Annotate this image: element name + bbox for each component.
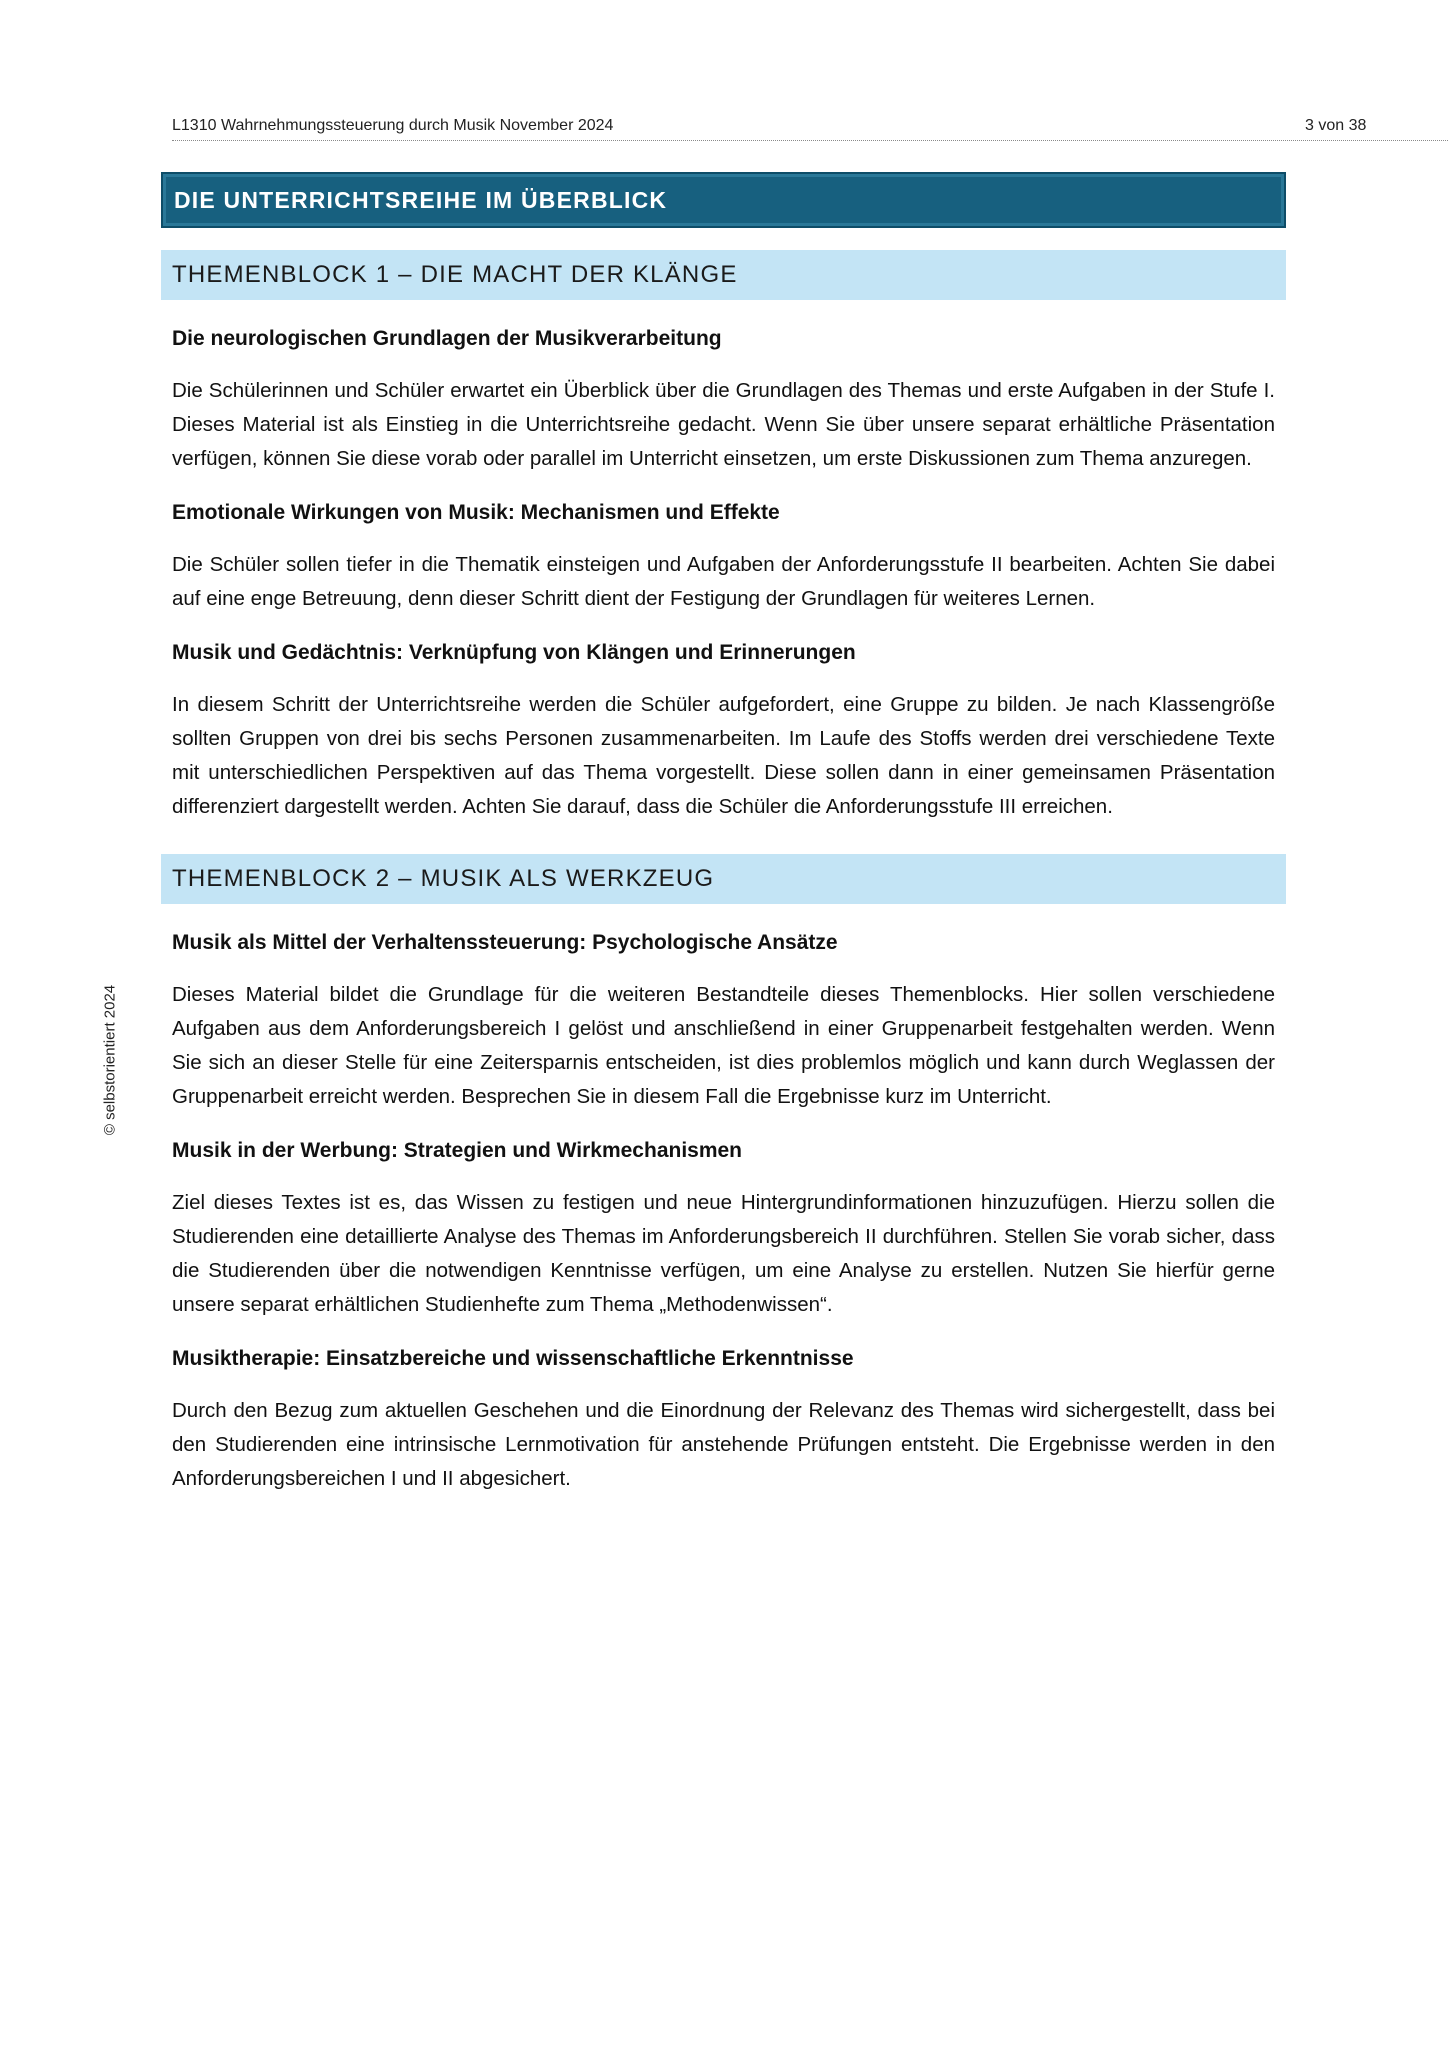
section-text: Durch den Bezug zum aktuellen Geschehen und die Einordnung der Relevanz des Themas wird sichergestellt, dass bei den Studierenden eine intrinsische Lernmotivation für anstehende Prüfungen entsteht. Die Ergebnisse werden in den Anforderungsbereichen I und II abgesichert. (172, 1399, 1275, 1490)
page-number: 3 von 38 (1305, 117, 1367, 134)
section-heading: Musik als Mittel der Verhaltenssteuerung: Psychologische Ansätze (172, 931, 838, 954)
section-heading: Musik in der Werbung: Strategien und Wirkmechanismen (172, 1139, 743, 1162)
main-title: DIE UNTERRICHTSREIHE IM ÜBERBLICK (161, 172, 1286, 228)
section-text: Ziel dieses Textes ist es, das Wissen zu festigen und neue Hintergrundinformationen hinzuzufügen. Hierzu sollen die Studierenden eine detaillierte Analyse des Themas im Anforderungsbereich II durchführen. Stellen Sie vorab sicher, dass die Studierenden über die notwendigen Kenntnisse verfügen, um eine Analyse zu erstellen. Nutzen Sie hierfür gerne unsere separat erhältlichen Studienhefte zum Thema „Methodenwissen“. (172, 1191, 1275, 1316)
section-text: Dieses Material bildet die Grundlage für die weiteren Bestandteile dieses Themenblocks. Hier sollen verschiedene Aufgaben aus dem Anforderungsbereich I gelöst und anschließend in einer Gruppenarbeit festgehalten werden. Wenn Sie sich an dieser Stelle für eine Zeitersparnis entscheiden, ist dies problemlos möglich und kann durch Weglassen der Gruppenarbeit erreicht werden. Besprechen Sie in diesem Fall die Ergebnisse kurz im Unterricht. (172, 983, 1275, 1108)
copyright-notice: © selbstorientiert 2024 (101, 984, 119, 1136)
page-content (161, 172, 1286, 1518)
section-text: Die Schülerinnen und Schüler erwartet ein Überblick über die Grundlagen des Themas und erste Aufgaben in der Stufe I. Dieses Material ist als Einstieg in die Unterrichtsreihe gedacht. Wenn Sie über unsere separat erhältliche Präsentation verfügen, können Sie diese vorab oder parallel im Unterricht einsetzen, um erste Diskussionen zum Thema anzuregen. (172, 379, 1275, 470)
section-heading: Musik und Gedächtnis: Verknüpfung von Klängen und Erinnerungen (172, 641, 856, 664)
section-heading: Emotionale Wirkungen von Musik: Mechanismen und Effekte (172, 501, 780, 524)
document-title: L1310 Wahrnehmungssteuerung durch Musik November 2024 (172, 117, 614, 134)
block-title-1: THEMENBLOCK 1 – DIE MACHT DER KLÄNGE (161, 250, 1286, 300)
section-text: In diesem Schritt der Unterrichtsreihe werden die Schüler aufgefordert, eine Gruppe zu bilden. Je nach Klassengröße sollten Gruppen von drei bis sechs Personen zusammenarbeiten. Im Laufe des Stoffs werden drei verschiedene Texte mit unterschiedlichen Perspektiven auf das Thema vorgestellt. Diese sollen dann in einer gemeinsamen Präsentation differenziert dargestellt werden. Achten Sie darauf, dass die Schüler die Anforderungsstufe III erreichen. (172, 693, 1275, 818)
section-text: Die Schüler sollen tiefer in die Thematik einsteigen und Aufgaben der Anforderungsstufe II bearbeiten. Achten Sie dabei auf eine enge Betreuung, denn dieser Schritt dient der Festigung der Grundlagen für weiteres Lernen. (172, 553, 1275, 610)
section-heading: Die neurologischen Grundlagen der Musikverarbeitung (172, 327, 722, 350)
page-header (172, 114, 1448, 141)
block-title-2: THEMENBLOCK 2 – MUSIK ALS WERKZEUG (161, 854, 1286, 904)
section-heading: Musiktherapie: Einsatzbereiche und wissenschaftliche Erkenntnisse (172, 1347, 854, 1370)
